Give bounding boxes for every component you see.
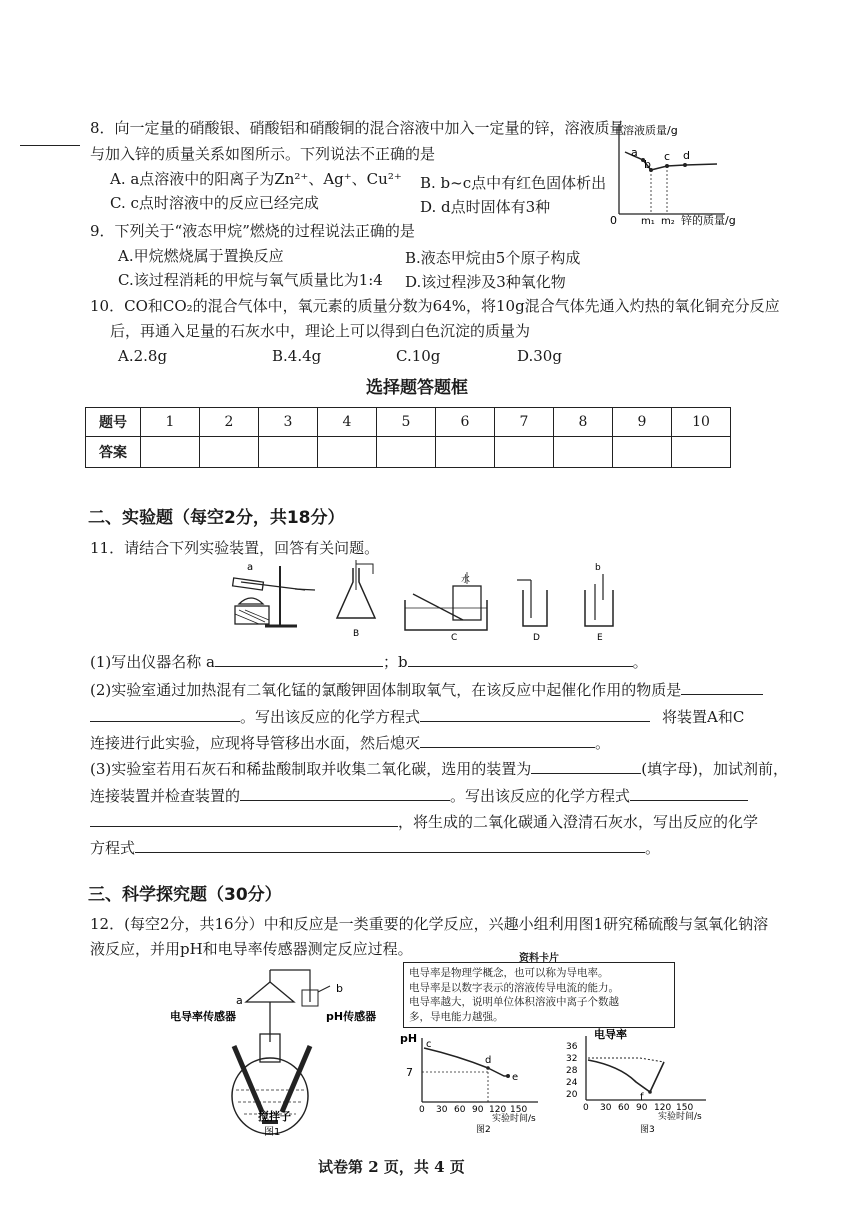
question-number-cell: 5 [377, 408, 436, 437]
answer-blank-check[interactable] [240, 786, 450, 801]
fig3-ytick: 32 [566, 1054, 578, 1064]
fig3-xtick: 60 [618, 1103, 630, 1113]
q11-part3-line1 [90, 759, 788, 779]
data-card-line3: 电导率越大，说明单位体积溶液中离子个数越 [409, 996, 619, 1008]
answer-blank-extinguish[interactable] [420, 733, 595, 748]
q10-option-d: D.30g [517, 347, 562, 365]
fig3-xlabel: 实验时间/s [658, 1112, 702, 1122]
answer-blank-catalyst[interactable] [681, 680, 763, 695]
q10-option-a: A.2.8g [118, 347, 168, 365]
q8-stem-line2: 与加入锌的质量关系如图所示。下列说法不正确的是 [90, 145, 436, 163]
data-card-line1: 电导率是物理学概念，也可以称为导电率。 [409, 967, 609, 979]
answer-table [85, 407, 731, 468]
answer-cell[interactable] [141, 437, 200, 468]
fig3-ytick: 20 [566, 1090, 578, 1100]
fig3-xtick: 30 [600, 1103, 612, 1113]
fig1-stirrer: 搅拌子 [258, 1110, 291, 1123]
fig2-point-d: d [485, 1055, 492, 1066]
fig2-point-c: c [426, 1039, 432, 1050]
q8-point-d: d [683, 149, 690, 162]
question-number-cell: 8 [554, 408, 613, 437]
answer-cell[interactable] [200, 437, 259, 468]
q11-stem: 11．请结合下列实验装置，回答有关问题。 [90, 539, 380, 557]
fig2-xtick: 30 [436, 1105, 448, 1115]
fig2-xtick: 120 [489, 1105, 507, 1115]
q9-option-c: C.该过程消耗的甲烷与氧气质量比为1:4 [118, 271, 383, 289]
fig1-caption: 图1 [264, 1127, 281, 1138]
q8-point-b: b [644, 158, 651, 171]
q11-part2-line3 [90, 733, 610, 753]
answer-blank-equation-co2[interactable] [630, 786, 748, 801]
fig3-ytick: 28 [566, 1066, 578, 1076]
q9-option-d: D.该过程涉及3种氧化物 [405, 273, 566, 291]
fig2-point-e: e [512, 1072, 519, 1083]
fig2-xtick: 90 [472, 1105, 484, 1115]
fig2-y7: 7 [406, 1066, 413, 1079]
fig3-xtick: 150 [676, 1103, 694, 1113]
q8-chart-xlabel: 锌的质量/g [681, 214, 736, 227]
data-card-body [409, 966, 619, 1024]
q8-point-c: c [664, 150, 671, 163]
fig3-xtick: 120 [654, 1103, 672, 1113]
fig3-ytick: 24 [566, 1078, 578, 1088]
fig2-ylabel: pH [400, 1032, 418, 1045]
question-number-cell: 10 [672, 408, 731, 437]
answer-blank-equation-limewater[interactable] [135, 838, 645, 853]
data-card [403, 953, 675, 1028]
question-number-cell: 6 [436, 408, 495, 437]
answer-blank-instrument-a[interactable] [215, 652, 383, 667]
answer-table-number-row [86, 408, 731, 437]
data-card-title: 资料卡片 [519, 953, 559, 964]
answer-cell[interactable] [613, 437, 672, 468]
question-number-cell: 2 [200, 408, 259, 437]
answer-blank-instrument-b[interactable] [408, 652, 633, 667]
q9-option-b: B.液态甲烷由5个原子构成 [405, 249, 581, 267]
q11-part3-text-e: ，将生成的二氧化碳通入澄清石灰水，写出反应的化学 [398, 813, 759, 831]
q11-part2-text-a: (2)实验室通过加热混有二氧化锰的氯酸钾固体制取氧气，在该反应中起催化作用的物质是 [90, 681, 682, 699]
q9-stem: 9．下列关于“液态甲烷”燃烧的过程说法正确的是 [90, 222, 415, 240]
margin-rule [20, 145, 80, 146]
q8-m1: m₁ [641, 216, 655, 227]
q8-option-d: D. d点时固体有3种 [420, 198, 551, 216]
apparatus-label-E: E [597, 633, 603, 642]
q12-stem-line2: 液反应，并用pH和电导率传感器测定反应过程。 [90, 940, 413, 958]
fig2-xtick: 60 [454, 1105, 466, 1115]
answer-blank-apparatus-choice[interactable] [531, 759, 641, 774]
question-number-cell: 3 [259, 408, 318, 437]
fig1-label-b: b [336, 982, 343, 995]
figure3-conductivity-chart [560, 1026, 730, 1138]
answer-table-label-answer: 答案 [86, 437, 141, 468]
q8-option-a: A. a点溶液中的阳离子为Zn²⁺、Ag⁺、Cu²⁺ [110, 170, 402, 188]
fig2-xlabel: 实验时间/s [492, 1114, 536, 1124]
q11-part2-text-d: 连接进行此实验，应现将导管移出水面，然后熄灭 [90, 734, 421, 752]
q11-part3-line4 [90, 838, 660, 858]
fig3-xtick: 0 [583, 1103, 589, 1113]
data-card-line4: 多，导电能力越强。 [409, 1010, 504, 1023]
answer-cell[interactable] [377, 437, 436, 468]
q10-option-b: B.4.4g [272, 347, 322, 365]
fig2-xtick: 150 [510, 1105, 528, 1115]
answer-blank-equation-o2[interactable] [420, 707, 650, 722]
q8-option-c: C. c点时溶液中的反应已经完成 [110, 194, 319, 212]
section3-title: 三、科学探究题（30分） [88, 885, 282, 905]
q11-part1-end: 。 [632, 653, 648, 671]
q10-stem-line2: 后，再通入足量的石灰水中，理论上可以得到白色沉淀的质量为 [110, 322, 531, 340]
q11-part3-text-b: (填字母)，加试剂前， [641, 760, 788, 778]
q11-part3-line2 [90, 786, 748, 806]
q11-part2-line1 [90, 680, 763, 700]
page-footer: 试卷第 2 页，共 4 页 [318, 1158, 465, 1176]
answer-cell[interactable] [672, 437, 731, 468]
answer-box-title: 选择题答题框 [366, 378, 468, 398]
fig3-caption: 图3 [640, 1125, 655, 1135]
question-number-cell: 4 [318, 408, 377, 437]
q11-part2-end: 。 [595, 734, 611, 752]
q11-part1-text-b: ；b [382, 653, 408, 671]
answer-blank-equation-co2-cont[interactable] [90, 812, 398, 827]
q8-chart-ylabel: 溶液质量/g [623, 124, 678, 137]
question-number-cell: 9 [613, 408, 672, 437]
q8-stem-line1: 8．向一定量的硝酸银、硝酸铝和硝酸铜的混合溶液中加入一定量的锌，溶液质量 [90, 119, 625, 137]
answer-cell[interactable] [259, 437, 318, 468]
q8-option-b: B. b~c点中有红色固体析出 [420, 174, 607, 192]
data-card-line2: 电导率是以数字表示的溶液传导电流的能力。 [409, 981, 619, 994]
fig3-ylabel: 电导率 [594, 1028, 627, 1041]
apparatus-label-B: B [353, 629, 360, 639]
answer-cell[interactable] [554, 437, 613, 468]
fig1-ph-sensor: pH传感器 [326, 1010, 377, 1023]
q8-origin: 0 [610, 214, 617, 227]
fig3-ytick: 36 [566, 1042, 578, 1052]
q8-point-a: a [631, 146, 638, 159]
lab-apparatus-figure [225, 560, 625, 642]
fig1-conductivity-sensor: 电导率传感器 [170, 1010, 236, 1023]
apparatus-label-a: a [247, 562, 254, 573]
apparatus-label-C: C [451, 633, 458, 642]
q11-part2-text-c: 将装置A和C [662, 708, 745, 726]
figure1-apparatus [170, 962, 395, 1140]
q11-part2-line2 [90, 707, 744, 727]
question-number-cell: 7 [495, 408, 554, 437]
answer-cell[interactable] [318, 437, 377, 468]
apparatus-label-water: 水 [461, 575, 471, 585]
answer-cell[interactable] [495, 437, 554, 468]
q8-chart [605, 118, 860, 230]
q10-option-c: C.10g [396, 347, 441, 365]
fig1-label-a: a [236, 994, 243, 1007]
apparatus-label-b: b [595, 563, 601, 573]
question-number-cell: 1 [141, 408, 200, 437]
q12-stem-line1: 12．(每空2分，共16分）中和反应是一类重要的化学反应，兴趣小组利用图1研究稀硫酸与氢氧化钠溶 [90, 915, 769, 933]
answer-cell[interactable] [436, 437, 495, 468]
answer-blank-catalyst-cont[interactable] [90, 707, 240, 722]
q11-part1-text-a: (1)写出仪器名称 a [90, 653, 215, 671]
q9-option-a: A.甲烷燃烧属于置换反应 [118, 247, 284, 265]
answer-table-label-number: 题号 [86, 408, 141, 437]
fig2-xtick: 0 [419, 1105, 425, 1115]
q11-part3-text-d: 。写出该反应的化学方程式 [450, 787, 631, 805]
q11-part3-line3 [90, 812, 758, 832]
fig3-xtick: 90 [636, 1103, 648, 1113]
figure2-ph-chart [398, 1030, 558, 1138]
answer-table-answer-row [86, 437, 731, 468]
section2-title: 二、实验题（每空2分，共18分） [88, 508, 345, 528]
q10-stem-line1: 10．CO和CO₂的混合气体中，氧元素的质量分数为64%，将10g混合气体先通入灼热的氧化铜充分反应 [90, 297, 780, 315]
q11-part3-end: 。 [645, 839, 661, 857]
apparatus-label-D: D [533, 633, 540, 642]
q11-part3-text-f: 方程式 [90, 839, 136, 857]
fig2-caption: 图2 [476, 1125, 491, 1135]
q8-m2: m₂ [661, 216, 675, 227]
q11-part3-text-a: (3)实验室若用石灰石和稀盐酸制取并收集二氧化碳，选用的装置为 [90, 760, 532, 778]
q11-part1 [90, 652, 648, 672]
q11-part2-text-b: 。写出该反应的化学方程式 [240, 708, 421, 726]
q11-part3-text-c: 连接装置并检查装置的 [90, 787, 241, 805]
fig3-point-f: f [640, 1092, 644, 1103]
